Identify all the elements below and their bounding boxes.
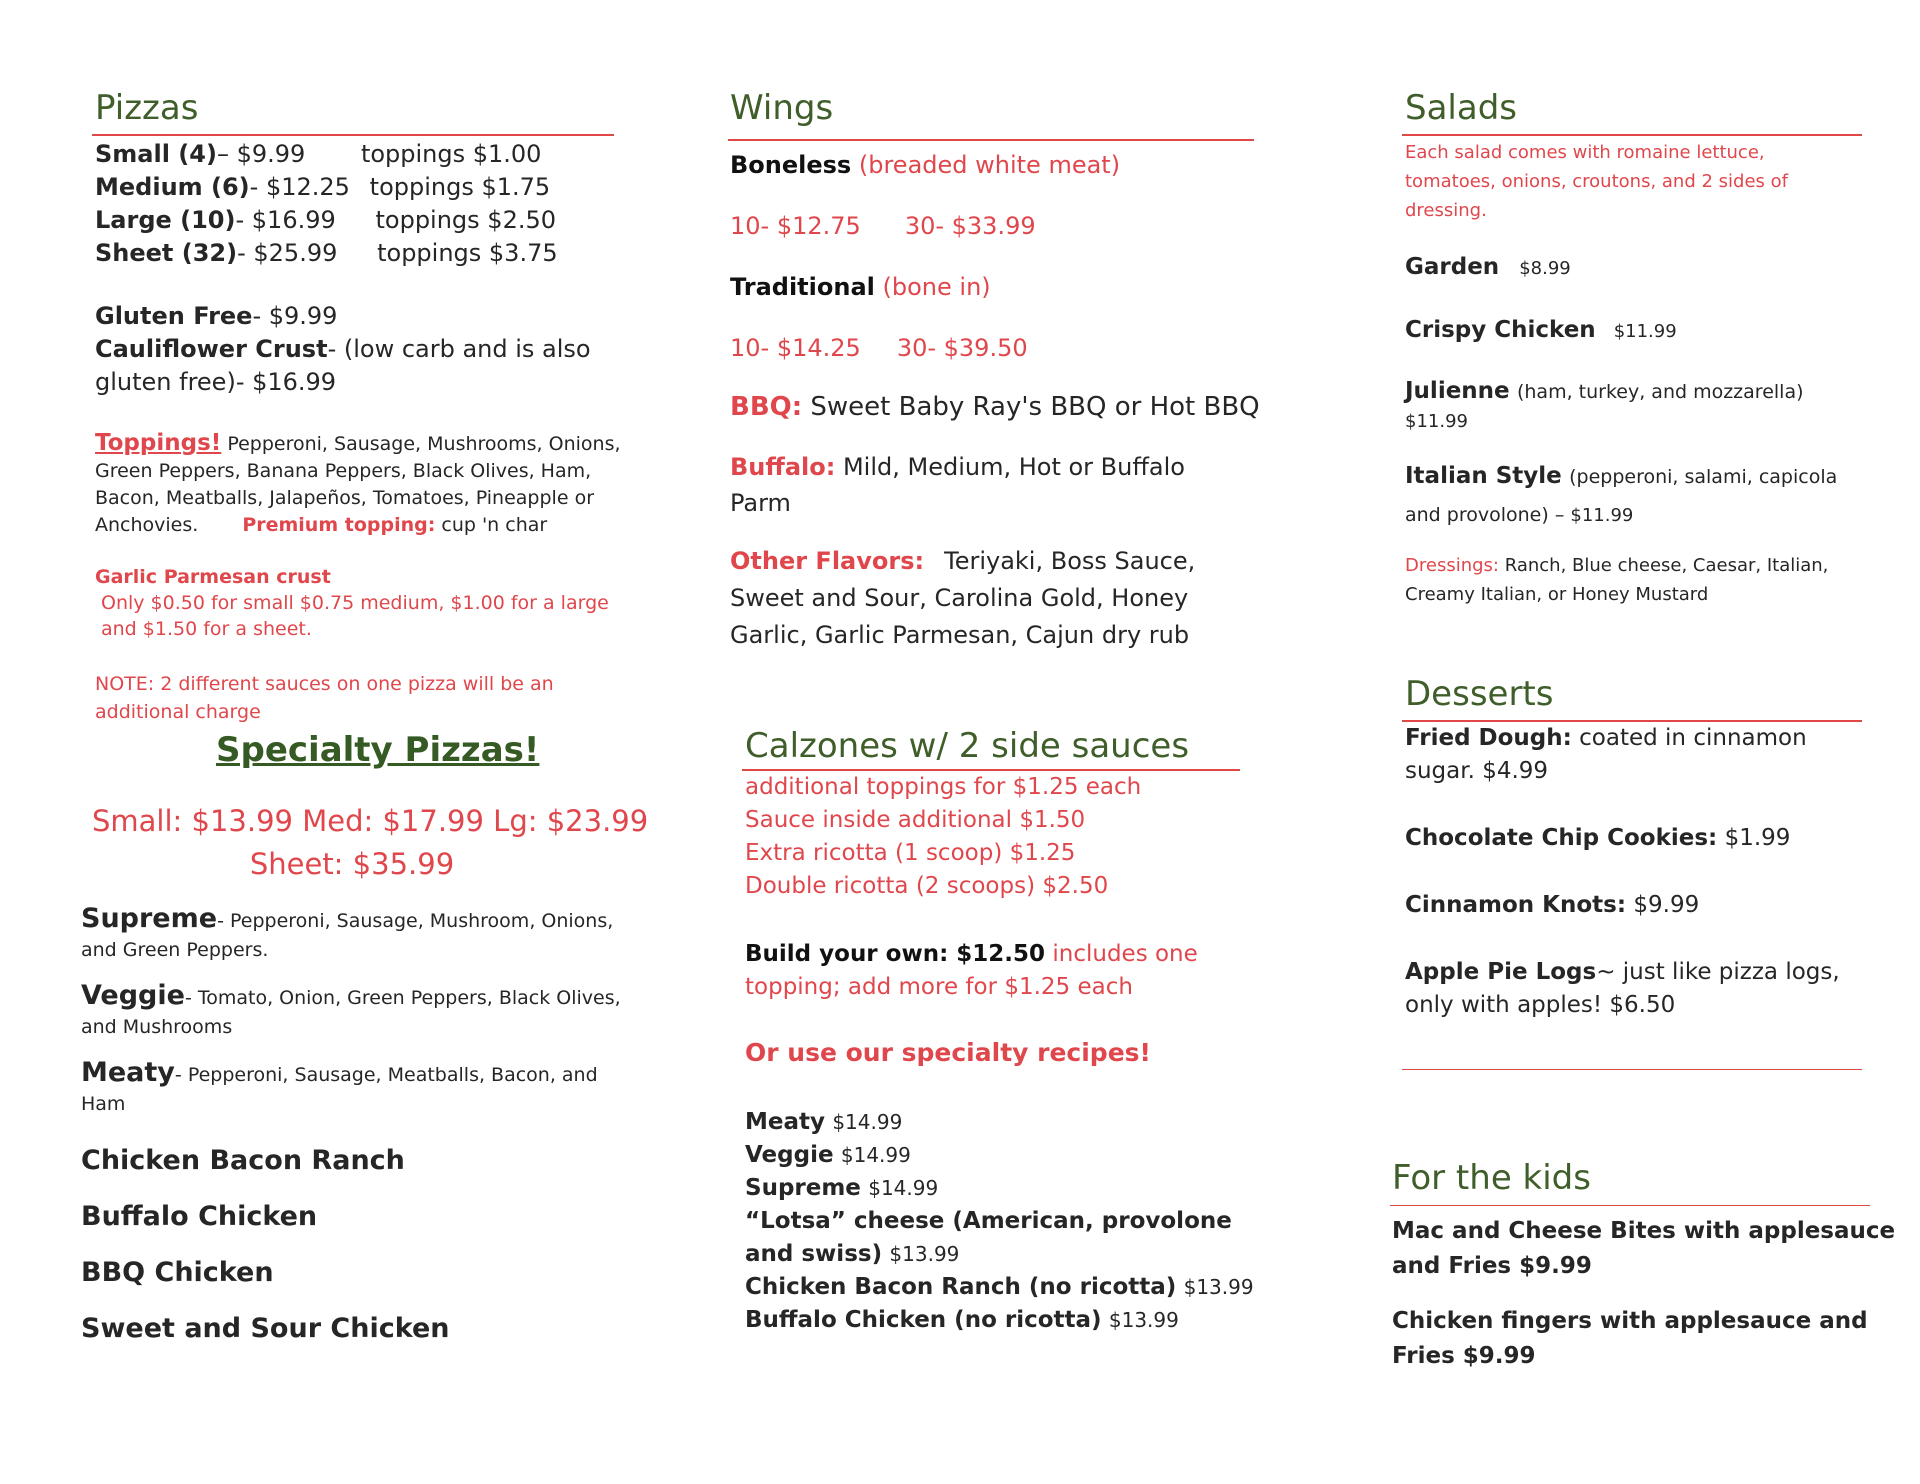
traditional-desc: (bone in) [882, 273, 991, 301]
kids-item [1392, 1304, 1872, 1374]
calzone-note: Double ricotta (2 scoops) $2.50 [745, 873, 1109, 899]
boneless-label: Boneless [730, 151, 852, 179]
specialty-item-desc: - Tomato, Onion, Green Peppers, Black Olives, [184, 987, 621, 1009]
recipe-item [745, 1238, 1254, 1271]
recipe-item [745, 1271, 1254, 1304]
buffalo-label: Buffalo: [730, 453, 836, 481]
sauce-note [95, 670, 554, 726]
specialty-item [81, 1058, 641, 1119]
kids-item-line: and Fries $9.99 [1392, 1253, 1592, 1279]
build-desc-2: topping; add more for $1.25 each [745, 974, 1133, 1000]
specialty-item [81, 904, 641, 965]
specialty-prices [92, 800, 649, 886]
garlic-crust-desc-2: and $1.50 for a sheet. [101, 618, 312, 640]
kids-list [1392, 1214, 1896, 1374]
specialty-plain-item: Buffalo Chicken [81, 1201, 318, 1232]
salad-item [1405, 374, 1875, 435]
wings-block [730, 148, 1290, 654]
calzone-notes [745, 771, 1141, 903]
recipe-item [745, 1304, 1254, 1337]
size-name: Medium (6) [95, 173, 250, 201]
size-toppings: toppings $1.00 [360, 140, 542, 168]
salad-desc: (ham, turkey, and mozzarella) [1516, 381, 1804, 403]
bbq-value: Sweet Baby Ray's BBQ or Hot BBQ [810, 392, 1260, 422]
recipe-name: “Lotsa” cheese (American, provolone [745, 1208, 1232, 1234]
toppings-label: Toppings! [95, 430, 222, 456]
dressings-block [1405, 551, 1875, 609]
crust-options [95, 300, 591, 399]
recipe-item [745, 1106, 1254, 1139]
salad-price: $8.99 [1519, 258, 1571, 279]
bbq-label: BBQ: [730, 392, 803, 422]
specialty-item-desc-2: Ham [81, 1093, 126, 1115]
dessert-name: Apple Pie Logs [1405, 959, 1597, 985]
toppings-list-3: Bacon, Meatballs, Jalapeños, Tomatoes, Pineapple or [95, 487, 595, 509]
salad-intro [1405, 138, 1788, 225]
traditional-10: 10- $14.25 [730, 334, 861, 362]
salad-desc-2: and provolone) – [1405, 504, 1565, 526]
recipe-price: $13.99 [1108, 1308, 1179, 1332]
size-name: Sheet (32) [95, 239, 238, 267]
other-flavors-value-3: Garlic, Garlic Parmesan, Cajun dry rub [730, 621, 1190, 649]
dressings-value: Ranch, Blue cheese, Caesar, Italian, [1504, 555, 1829, 576]
recipe-name: Veggie [745, 1142, 834, 1168]
specialty-item-name: Veggie [81, 980, 185, 1011]
salad-item [1405, 457, 1875, 535]
toppings-list-2: Green Peppers, Banana Peppers, Black Olives, Ham, [95, 460, 592, 482]
salad-name: Crispy Chicken [1405, 317, 1596, 343]
garlic-crust-label: Garlic Parmesan crust [95, 566, 331, 588]
recipe-price: $13.99 [1183, 1275, 1254, 1299]
garlic-crust-desc: Only $0.50 for small $0.75 medium, $1.00 for a large [101, 592, 609, 614]
build-label: Build your own: $12.50 [745, 941, 1046, 967]
recipe-price: $13.99 [889, 1242, 960, 1266]
boneless-30: 30- $33.99 [904, 212, 1036, 240]
size-price: - $12.25 [249, 173, 350, 201]
desserts-end-divider [1402, 1069, 1862, 1070]
salad-item [1405, 250, 1875, 286]
dessert-desc: ~ just like pizza logs, [1596, 959, 1840, 985]
recipe-item [745, 1205, 1254, 1238]
size-price: - $16.99 [235, 206, 336, 234]
pizzas-divider [92, 134, 614, 136]
toppings-block [95, 430, 635, 539]
specialty-item-desc-2: and Mushrooms [81, 1016, 233, 1038]
dessert-name: Cinnamon Knots: [1405, 892, 1627, 918]
specialty-item [81, 981, 641, 1042]
gluten-free-label: Gluten Free [95, 302, 253, 330]
dessert-item [1405, 956, 1875, 1022]
dessert-item [1405, 722, 1875, 788]
specialty-list [81, 904, 641, 1357]
specialty-plain-item: Sweet and Sour Chicken [81, 1313, 450, 1344]
specialty-item-desc: - Pepperoni, Sausage, Mushroom, Onions, [217, 910, 614, 932]
salad-intro-line: tomatoes, onions, croutons, and 2 sides of [1405, 171, 1788, 192]
cauliflower-desc: - (low carb and is also [327, 335, 591, 363]
calzone-note: Sauce inside additional $1.50 [745, 807, 1086, 833]
boneless-10: 10- $12.75 [730, 212, 861, 240]
toppings-list: Pepperoni, Sausage, Mushrooms, Onions, [227, 433, 621, 455]
kids-heading: For the kids [1392, 1158, 1591, 1198]
wings-heading: Wings [730, 88, 834, 128]
other-flavors-value-2: Sweet and Sour, Carolina Gold, Honey [730, 584, 1189, 612]
cauliflower-label: Cauliflower Crust [95, 335, 328, 363]
kids-item-line: Fries $9.99 [1392, 1343, 1536, 1369]
traditional-label: Traditional [730, 273, 875, 301]
premium-value: cup 'n char [441, 514, 548, 536]
dressings-value-2: Creamy Italian, or Honey Mustard [1405, 584, 1709, 605]
kids-item [1392, 1214, 1896, 1284]
recipe-price: $14.99 [868, 1176, 939, 1200]
other-flavors-value: Teriyaki, Boss Sauce, [944, 547, 1196, 575]
buffalo-block [730, 449, 1290, 521]
premium-label: Premium topping: [242, 514, 436, 536]
cauliflower-desc-2: gluten free)- $16.99 [95, 368, 337, 396]
gluten-free-price: - $9.99 [252, 302, 338, 330]
recipes-heading: Or use our specialty recipes! [745, 1038, 1151, 1067]
calzone-note: Extra ricotta (1 scoop) $1.25 [745, 840, 1076, 866]
build-desc: includes one [1052, 941, 1198, 967]
dressings-label: Dressings: [1405, 555, 1499, 576]
recipe-item [745, 1139, 1254, 1172]
salad-name: Julienne [1405, 378, 1510, 404]
recipe-list [745, 1106, 1254, 1337]
note-line: additional charge [95, 701, 261, 723]
toppings-list-4: Anchovies. [95, 514, 199, 536]
recipe-name: Supreme [745, 1175, 861, 1201]
recipe-name: and swiss) [745, 1241, 883, 1267]
dessert-name: Chocolate Chip Cookies: [1405, 825, 1718, 851]
note-line: NOTE: 2 different sauces on one pizza will be an [95, 673, 554, 695]
size-toppings: toppings $2.50 [375, 206, 556, 234]
recipe-price: $14.99 [832, 1110, 903, 1134]
dessert-desc-2: only with apples! $6.50 [1405, 992, 1676, 1018]
salad-price: $11.99 [1570, 505, 1634, 526]
specialty-plain-item: Chicken Bacon Ranch [81, 1145, 405, 1176]
specialty-item-desc-2: and Green Peppers. [81, 939, 269, 961]
buffalo-value-2: Parm [730, 489, 791, 517]
dessert-desc-2: sugar. $4.99 [1405, 758, 1549, 784]
salad-list [1405, 250, 1875, 609]
specialty-heading: Specialty Pizzas! [216, 730, 540, 770]
recipe-name: Buffalo Chicken (no ricotta) [745, 1307, 1102, 1333]
salad-price: $11.99 [1613, 321, 1677, 342]
recipe-name: Meaty [745, 1109, 825, 1135]
other-flavors-label: Other Flavors: [730, 547, 925, 575]
size-toppings: toppings $1.75 [369, 173, 551, 201]
dessert-item [1405, 889, 1875, 922]
size-toppings: toppings $3.75 [377, 239, 558, 267]
garlic-crust-block [95, 564, 609, 642]
salad-price: $11.99 [1405, 411, 1468, 432]
size-name: Small (4) [95, 140, 217, 168]
dessert-price: $1.99 [1724, 825, 1791, 851]
size-row [95, 138, 558, 171]
specialty-item-desc: - Pepperoni, Sausage, Meatballs, Bacon, and [174, 1064, 598, 1086]
salad-item [1405, 313, 1875, 349]
salad-desc: (pepperoni, salami, capicola [1569, 466, 1838, 488]
size-row [95, 171, 558, 204]
specialty-item-name: Meaty [81, 1057, 175, 1088]
recipe-name: Chicken Bacon Ranch (no ricotta) [745, 1274, 1177, 1300]
size-row [95, 204, 558, 237]
recipe-price: $14.99 [840, 1143, 911, 1167]
pizza-sizes [95, 138, 558, 270]
size-price: – $9.99 [216, 140, 306, 168]
other-flavors-block [730, 543, 1290, 654]
pizzas-heading: Pizzas [95, 88, 199, 128]
calzone-note: additional toppings for $1.25 each [745, 774, 1142, 800]
salads-divider [1402, 134, 1862, 136]
size-row [95, 237, 558, 270]
kids-divider [1390, 1205, 1870, 1206]
dessert-price: $9.99 [1633, 892, 1700, 918]
traditional-30: 30- $39.50 [896, 334, 1028, 362]
salad-name: Garden [1405, 254, 1500, 280]
kids-item-line: Mac and Cheese Bites with applesauce [1392, 1218, 1896, 1244]
salads-heading: Salads [1405, 88, 1517, 128]
specialty-price-line: Small: $13.99 Med: $17.99 Lg: $23.99 [92, 804, 649, 838]
dessert-item [1405, 822, 1875, 855]
desserts-heading: Desserts [1405, 674, 1554, 714]
buffalo-value: Mild, Medium, Hot or Buffalo [842, 453, 1185, 481]
dessert-desc: coated in cinnamon [1579, 725, 1807, 751]
dessert-name: Fried Dough: [1405, 725, 1572, 751]
wings-divider [728, 139, 1254, 141]
kids-item-line: Chicken fingers with applesauce and [1392, 1308, 1868, 1334]
specialty-item-name: Supreme [81, 903, 218, 934]
calzones-heading: Calzones w/ 2 side sauces [745, 726, 1190, 766]
build-your-own [745, 938, 1198, 1004]
size-price: - $25.99 [237, 239, 338, 267]
specialty-plain-item: BBQ Chicken [81, 1257, 274, 1288]
boneless-desc: (breaded white meat) [858, 151, 1121, 179]
dessert-list [1405, 722, 1875, 1022]
specialty-price-line: Sheet: $35.99 [249, 847, 455, 881]
size-name: Large (10) [95, 206, 236, 234]
recipe-item [745, 1172, 1254, 1205]
salad-intro-line: Each salad comes with romaine lettuce, [1405, 142, 1765, 163]
salad-name: Italian Style [1405, 463, 1562, 489]
salad-intro-line: dressing. [1405, 200, 1487, 221]
